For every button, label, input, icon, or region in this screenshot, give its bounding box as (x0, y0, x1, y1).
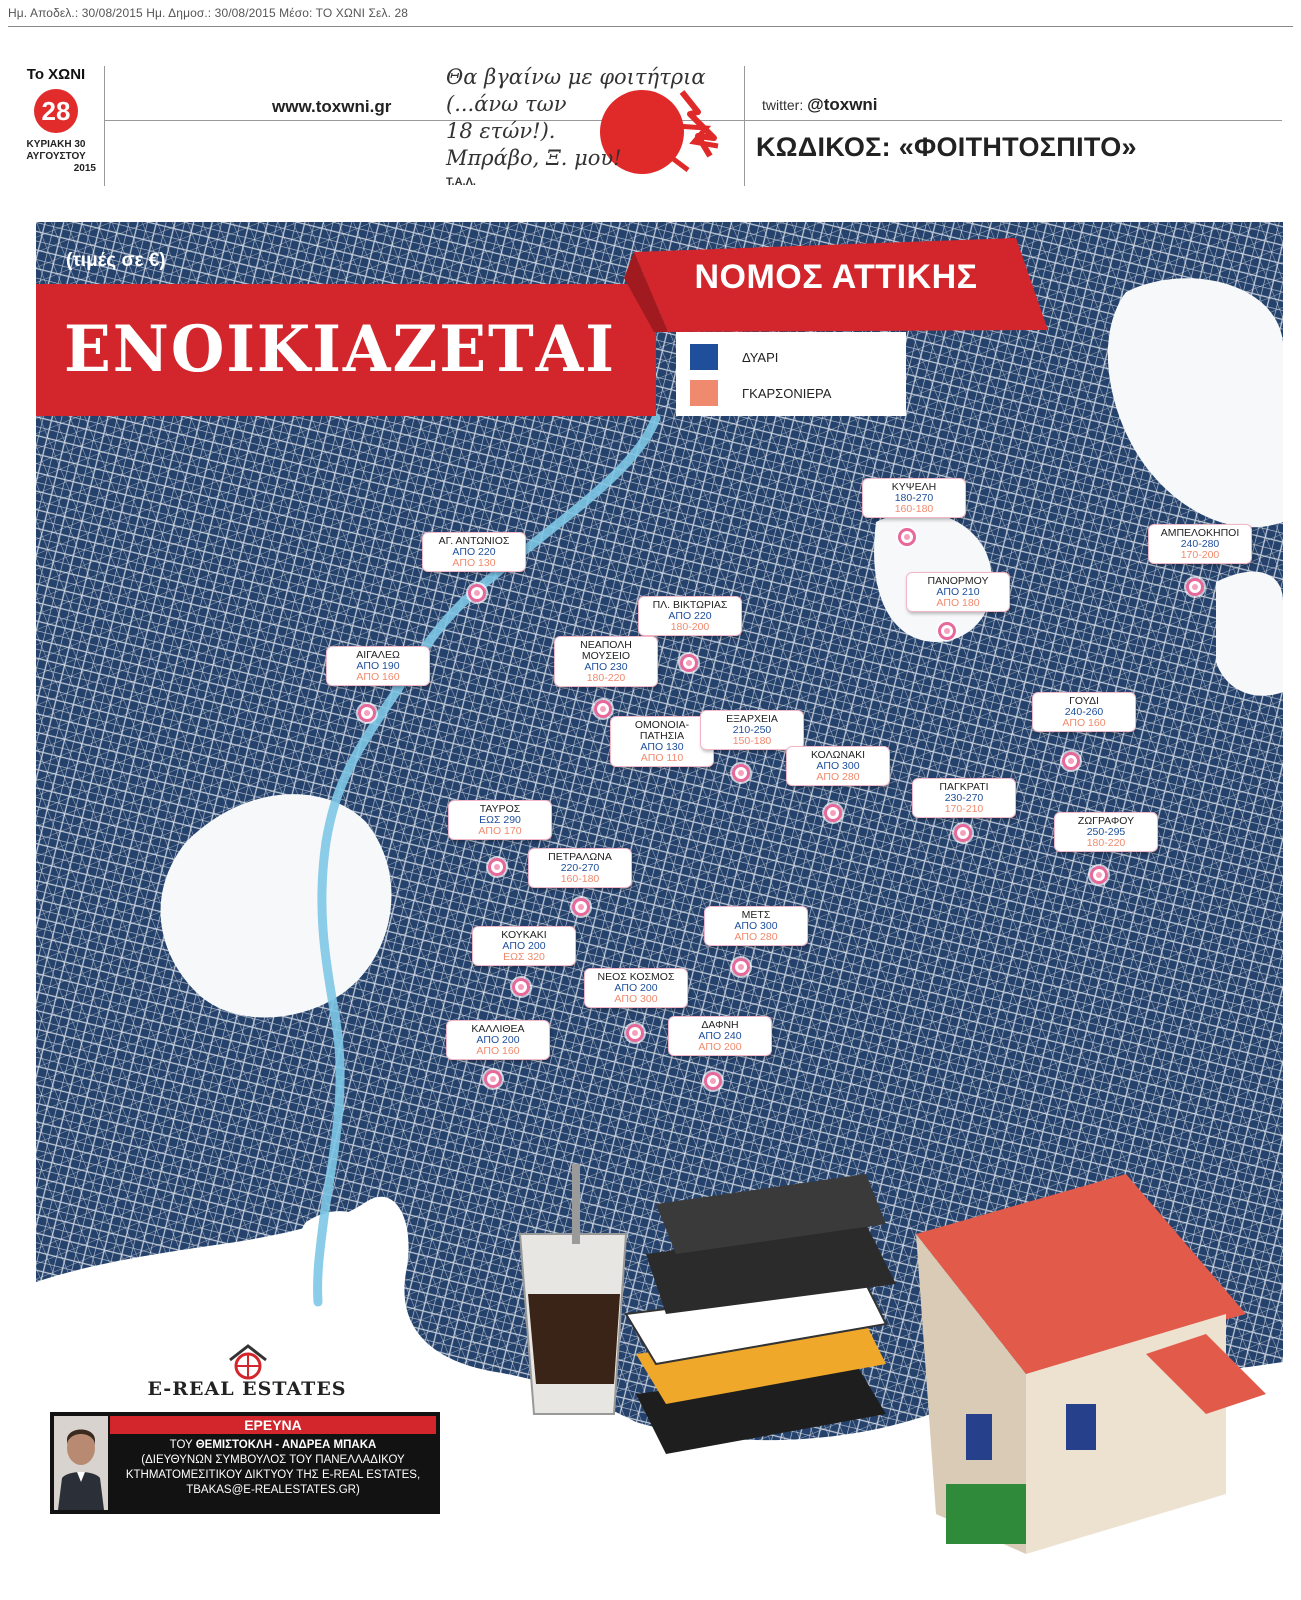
location-pin-icon (680, 654, 698, 672)
area-name: ΑΙΓΑΛΕΩ (356, 649, 400, 661)
location-pin-icon (484, 1070, 502, 1088)
area-name: ΤΑΥΡΟΣ (479, 803, 521, 815)
price-studio: ΑΠΟ 200 (698, 1041, 742, 1053)
price-studio: ΑΠΟ 300 (614, 993, 658, 1005)
location-pin-icon (594, 700, 612, 718)
price-two-room: 180-270 (894, 492, 934, 504)
credit-role: (ΔΙΕΥΘΥΝΩΝ ΣΥΜΒΟΥΛΟΣ ΤΟΥ ΠΑΝΕΛΛΑΔΙΚΟΥ ΚΤΗΜΑΤΟΜΕΣΙΤΙΚΟΥ ΔΙΚΤΥΟΥ ΤΗΣ E-REAL ESTATES, TBAKAS@E-REALESTATES.GR) (125, 1454, 421, 1496)
price-two-room: ΑΠΟ 220 (452, 546, 496, 558)
price-two-room: ΑΠΟ 130 (640, 741, 684, 753)
quote-line: Θα βγαίνω με φοιτήτρια (446, 65, 706, 89)
location-pin-icon (358, 704, 376, 722)
price-studio: 170-210 (944, 803, 984, 815)
area-name: ΖΩΓΡΑΦΟΥ (1077, 815, 1135, 827)
credit-body (112, 1438, 434, 1498)
price-two-room: 210-250 (732, 724, 772, 736)
price-studio: 180-220 (1086, 837, 1126, 849)
price-two-room: ΑΠΟ 300 (734, 920, 778, 932)
price-studio: 180-220 (586, 672, 626, 684)
area-card (422, 532, 526, 572)
masthead-left (8, 66, 104, 175)
price-studio: ΑΠΟ 280 (734, 931, 778, 943)
price-two-room: ΑΠΟ 300 (816, 760, 860, 772)
location-pin-icon (488, 858, 506, 876)
area-name: ΝΕΑΠΟΛΗ ΜΟΥΣΕΙΟ (580, 639, 632, 662)
area-name: ΠΑΓΚΡΑΤΙ (939, 781, 989, 793)
location-pin-icon (954, 824, 972, 842)
price-two-room: ΑΠΟ 200 (614, 982, 658, 994)
area-card (1148, 524, 1252, 564)
area-card (448, 800, 552, 840)
area-name: ΚΥΨΕΛΗ (891, 481, 937, 493)
page-number-badge: 28 (34, 89, 78, 133)
title-banner (36, 284, 656, 416)
area-name: ΠΛ. ΒΙΚΤΩΡΙΑΣ (652, 599, 728, 611)
location-pin-icon (732, 958, 750, 976)
price-studio: ΑΠΟ 130 (452, 557, 496, 569)
issue-date-month: ΑΥΓΟΥΣΤΟΥ (26, 151, 86, 162)
legend-label: ΓΚΑΡΣΟΝΙΕΡΑ (742, 386, 832, 401)
legend-item-two-room (690, 340, 906, 376)
rent-map-infographic (36, 222, 1283, 1584)
price-two-room: ΑΠΟ 200 (502, 940, 546, 952)
price-studio: ΕΩΣ 320 (503, 951, 545, 963)
location-pin-icon (572, 898, 590, 916)
location-pin-icon (898, 528, 916, 546)
area-name: ΚΟΛΩΝΑΚΙ (810, 749, 866, 761)
legend-item-studio (690, 376, 906, 412)
quote-line: Μπράβο, Ξ. μου! (446, 146, 622, 170)
price-studio: 160-180 (894, 503, 934, 515)
area-card (700, 710, 804, 750)
location-pin-icon (732, 764, 750, 782)
area-name: ΚΑΛΛΙΘΕΑ (471, 1023, 525, 1035)
issue-date (8, 139, 104, 175)
location-pin-icon (626, 1024, 644, 1042)
area-card (786, 746, 890, 786)
price-two-room: 240-280 (1180, 538, 1220, 550)
research-credit (50, 1412, 440, 1514)
website-link[interactable]: www.toxwni.gr (272, 97, 392, 116)
location-pin-icon (1186, 578, 1204, 596)
paper-name: Το ΧΩΝΙ (26, 66, 86, 83)
twitter-line (762, 95, 878, 115)
area-card (912, 778, 1016, 818)
price-two-room: ΑΠΟ 190 (356, 660, 400, 672)
map-open-area (1216, 572, 1283, 696)
student-home-illustration (506, 1054, 1283, 1584)
price-two-room: ΑΠΟ 210 (936, 586, 980, 598)
unit-note: (τιμές σε €) (66, 250, 166, 271)
price-studio: ΑΠΟ 170 (478, 825, 522, 837)
price-studio: ΑΠΟ 110 (640, 752, 684, 764)
area-name: ΓΟΥΔΙ (1069, 695, 1099, 707)
region-title: ΝΟΜΟΣ ΑΤΤΙΚΗΣ (694, 258, 978, 296)
twitter-handle[interactable]: @toxwni (807, 95, 878, 114)
area-name: ΟΜΟΝΟΙΑ- ΠΑΤΗΣΙΑ (634, 719, 690, 742)
brand-name: E-REAL ESTATES (147, 1378, 347, 1400)
legend-swatch (690, 380, 718, 406)
quote-line: (...άνω των (446, 92, 567, 116)
author-photo (54, 1416, 108, 1510)
book-stack-icon (626, 1174, 896, 1454)
area-card (1032, 692, 1136, 732)
credit-heading: ΕΡΕΥΝΑ (110, 1416, 436, 1434)
area-name: ΠΑΝΟΡΜΟΥ (927, 575, 989, 587)
area-card (584, 968, 688, 1008)
area-name: ΕΞΑΡΧΕΙΑ (726, 713, 778, 725)
legend-swatch (690, 344, 718, 370)
location-pin-icon (512, 978, 530, 996)
price-two-room: ΑΠΟ 240 (698, 1030, 742, 1042)
price-studio: ΑΠΟ 180 (936, 597, 980, 609)
price-two-room: 250-295 (1086, 826, 1126, 838)
area-card (906, 572, 1010, 612)
area-card (704, 906, 808, 946)
price-two-room: ΑΠΟ 200 (476, 1034, 520, 1046)
issue-date-year: 2015 (73, 163, 96, 174)
price-two-room: 220-270 (560, 862, 600, 874)
area-name: ΔΑΦΝΗ (701, 1019, 739, 1031)
area-name: ΝΕΟΣ ΚΟΣΜΟΣ (597, 971, 675, 983)
area-name: ΚΟΥΚΑΚΙ (501, 929, 547, 941)
banner-title: ΕΝΟΙΚΙΑΖΕΤΑΙ (64, 312, 616, 387)
area-name: ΠΕΤΡΑΛΩΝΑ (548, 851, 612, 863)
price-studio: 180-200 (670, 621, 710, 633)
price-two-room: ΕΩΣ 290 (479, 814, 521, 826)
area-card (472, 926, 576, 966)
quote-author: Τ.Α.Λ. (446, 176, 476, 188)
price-studio: ΑΠΟ 160 (476, 1045, 520, 1057)
credit-by: ΤΟΥ (169, 1439, 193, 1451)
area-card (326, 646, 430, 686)
price-studio: 170-200 (1180, 549, 1220, 561)
price-two-room: ΑΠΟ 230 (584, 661, 628, 673)
price-two-room: 240-260 (1064, 706, 1104, 718)
area-card (554, 636, 658, 687)
price-studio: ΑΠΟ 160 (356, 671, 400, 683)
location-pin-icon (1090, 866, 1108, 884)
area-card (1054, 812, 1158, 852)
article-title: ΚΩΔΙΚΟΣ: «ΦΟΙΤΗΤΟΣΠΙΤΟ» (756, 132, 1137, 162)
clipping-meta: Ημ. Αποδελ.: 30/08/2015 Ημ. Δημοσ.: 30/08/2015 Μέσο: ΤΟ ΧΩΝΙ Σελ. 28 (8, 6, 409, 20)
location-pin-icon (938, 622, 956, 640)
area-card (668, 1016, 772, 1056)
area-name: ΑΜΠΕΛΟΚΗΠΟΙ (1160, 527, 1240, 539)
globe-house-logo-icon (226, 1344, 270, 1380)
area-name: ΑΓ. ΑΝΤΩΝΙΟΣ (438, 535, 510, 547)
quote-divider (744, 66, 745, 186)
area-card (528, 848, 632, 888)
credit-author: ΘΕΜΙΣΤΟΚΛΗ - ΑΝΔΡΕΑ ΜΠΑΚΑ (195, 1439, 377, 1451)
drink-cup-icon (520, 1164, 626, 1414)
price-two-room: 230-270 (944, 792, 984, 804)
issue-date-day: ΚΥΡΙΑΚΗ 30 (26, 139, 86, 150)
price-studio: 150-180 (732, 735, 772, 747)
twitter-label: twitter: (762, 97, 804, 113)
area-card (862, 478, 966, 518)
price-studio: ΑΠΟ 280 (816, 771, 860, 783)
area-name: ΜΕΤΣ (741, 909, 771, 921)
location-pin-icon (824, 804, 842, 822)
price-two-room: ΑΠΟ 220 (668, 610, 712, 622)
location-pin-icon (468, 584, 486, 602)
location-pin-icon (1062, 752, 1080, 770)
quote-line: 18 ετών!). (446, 119, 556, 143)
area-card (610, 716, 714, 767)
quote-box (446, 64, 726, 190)
author-portrait-icon (54, 1416, 108, 1510)
price-studio: ΑΠΟ 160 (1062, 717, 1106, 729)
legend-label: ΔΥΑΡΙ (742, 350, 779, 365)
quote-text (446, 64, 706, 172)
masthead-divider (104, 66, 105, 186)
price-studio: 160-180 (560, 873, 600, 885)
area-card (638, 596, 742, 636)
clipping-rule (8, 26, 1293, 27)
legend (676, 332, 906, 416)
house-icon (916, 1174, 1266, 1554)
